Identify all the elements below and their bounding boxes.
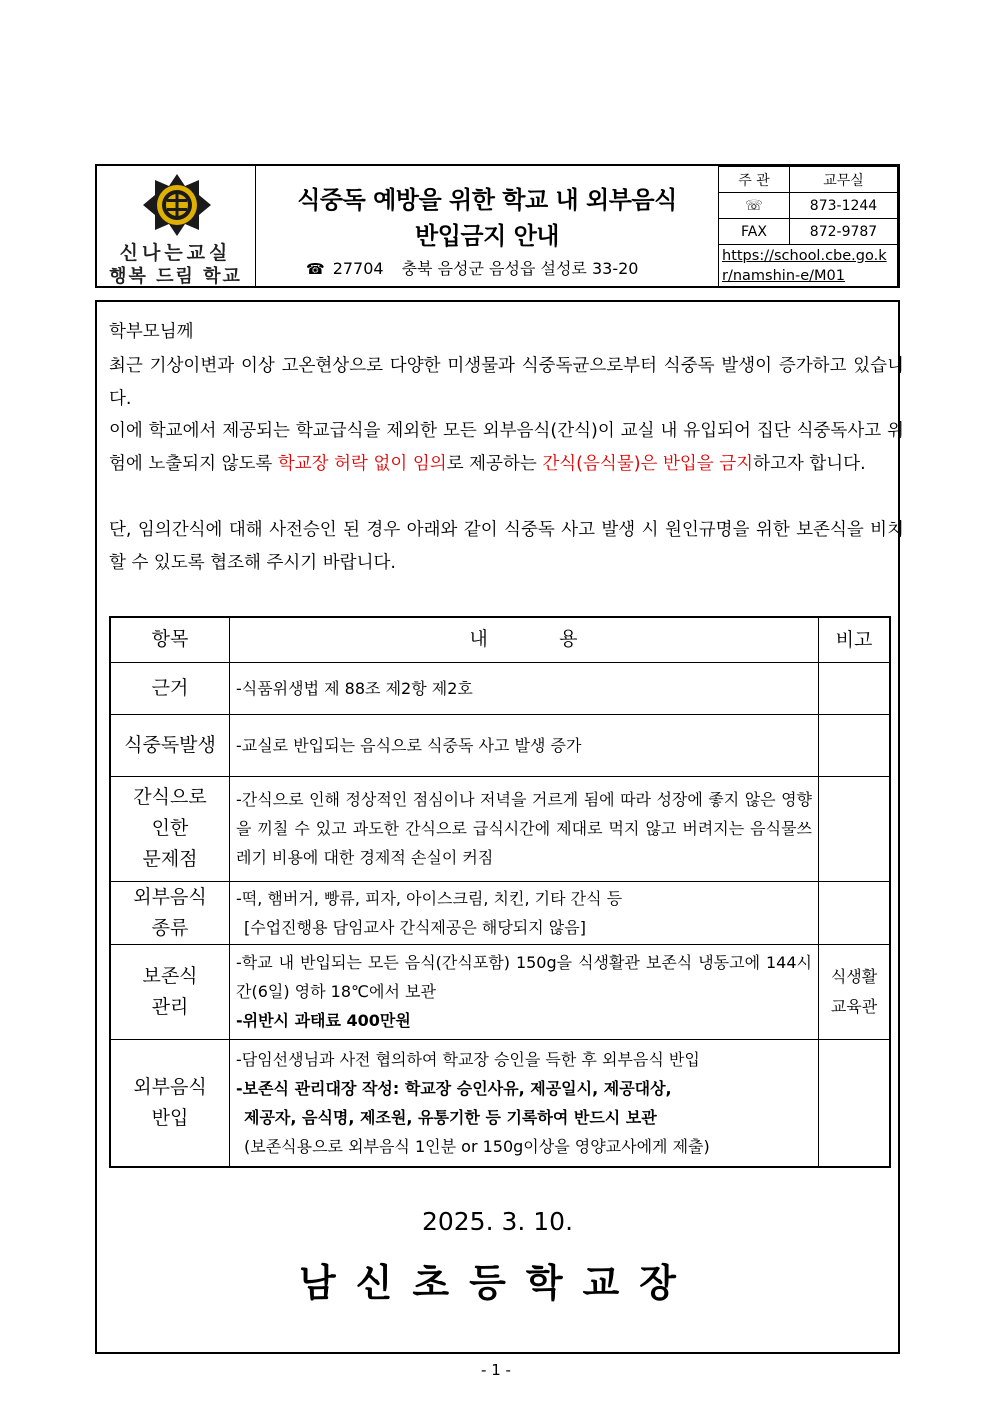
row-content-line: -보존식 관리대장 작성: 학교장 승인사유, 제공일시, 제공대상, bbox=[236, 1078, 672, 1098]
fax-label: FAX bbox=[719, 219, 790, 245]
dept-label: 주 관 bbox=[719, 167, 790, 193]
header-note: 비고 bbox=[819, 617, 891, 662]
header-item: 항목 bbox=[110, 617, 230, 662]
row-note bbox=[819, 662, 891, 714]
address-text: 충북 음성군 음성읍 설성로 33-20 bbox=[401, 259, 639, 278]
row-note bbox=[819, 714, 891, 776]
principal-signature: 남신초등학교장 bbox=[299, 1261, 696, 1305]
row-content: -교실로 반입되는 음식으로 식중독 사고 발생 증가 bbox=[230, 714, 819, 776]
paragraph-2-highlight-2: 간식(음식물)은 반입을 금지 bbox=[542, 454, 754, 474]
telephone-icon: ☎ bbox=[306, 260, 325, 278]
paragraph-1: 최근 기상이변과 이상 고온현상으로 다양한 미생물과 식중독균으로부터 식중독 발생이 증가하고 있습니다. bbox=[109, 356, 904, 409]
paragraph-2-text-c: 하고자 합니다. bbox=[753, 454, 866, 474]
school-emblem-icon bbox=[141, 172, 213, 238]
row-item-line: 종류 bbox=[151, 916, 189, 939]
row-content-line: (보존식용으로 외부음식 1인분 or 150g이상을 영양교사에게 제출) bbox=[244, 1136, 710, 1156]
row-content-line: [수업진행용 담임교사 간식제공은 해당되지 않음] bbox=[244, 917, 586, 937]
phone-number: 873-1244 bbox=[790, 193, 898, 219]
table-row bbox=[110, 881, 890, 944]
phone-icon: ☏ bbox=[719, 193, 790, 219]
document-date: 2025. 3. 10. bbox=[421, 1207, 574, 1236]
guidelines-table bbox=[109, 616, 891, 1168]
row-content: -간식으로 인해 정상적인 점심이나 저녁을 거르게 됨에 따라 성장에 좋지 않은 영향을 끼칠 수 있고 과도한 간식으로 급식시간에 제대로 먹지 않고 버려지는 음식물쓰레기 비용에 대한 경제적 손실이 커짐 bbox=[230, 776, 819, 881]
row-note-line: 식생활 bbox=[830, 966, 878, 986]
title-cell bbox=[256, 166, 718, 286]
table-row bbox=[110, 776, 890, 881]
row-item-line: 외부음식 bbox=[133, 885, 207, 908]
row-content-line: -담임선생님과 사전 협의하여 학교장 승인을 득한 후 외부음식 반입 bbox=[236, 1049, 700, 1069]
row-item bbox=[110, 1039, 230, 1167]
paragraph-2-text-a: 이에 학교에서 제공되는 학교급식을 제외한 모든 외부음식(간식)이 교실 내 유입되어 집단 식중독사고 위험에 노출되지 않도록 bbox=[109, 421, 904, 474]
row-content-line: 제공자, 음식명, 제조원, 유통기한 등 기록하여 반드시 보관 bbox=[244, 1107, 657, 1127]
dept-value: 교무실 bbox=[790, 167, 898, 193]
row-item bbox=[110, 881, 230, 944]
row-note bbox=[819, 776, 891, 881]
table-row bbox=[110, 714, 890, 776]
school-website-cell bbox=[719, 245, 898, 287]
row-note bbox=[819, 1039, 891, 1167]
header-content: 내 용 bbox=[230, 617, 819, 662]
school-website-link[interactable]: https://school.cbe.go.kr/namshin-e/M01 bbox=[722, 247, 887, 284]
table-header-row bbox=[110, 617, 890, 662]
row-note bbox=[819, 944, 891, 1039]
row-note-line: 교육관 bbox=[830, 996, 878, 1016]
row-note bbox=[819, 881, 891, 944]
document-header bbox=[95, 164, 900, 288]
paragraph-2-highlight-1: 학교장 허락 없이 임의 bbox=[277, 454, 447, 474]
school-logo-cell bbox=[97, 166, 256, 286]
row-item: 근거 bbox=[110, 662, 230, 714]
table-row bbox=[110, 1039, 890, 1167]
row-item-line: 인한 bbox=[151, 817, 189, 839]
row-content: -식품위생법 제 88조 제2항 제2호 bbox=[230, 662, 819, 714]
row-content-line: -위반시 과태료 400만원 bbox=[236, 1011, 411, 1030]
table-row bbox=[110, 662, 890, 714]
row-content-line: -학교 내 반입되는 모든 음식(간식포함) 150g을 식생활관 보존식 냉동고에 144시간(6일) 영하 18℃에서 보관 bbox=[236, 953, 812, 1001]
paragraph-2 bbox=[101, 415, 904, 481]
row-content-line: -떡, 햄버거, 빵류, 피자, 아이스크림, 치킨, 기타 간식 등 bbox=[236, 888, 623, 908]
row-content bbox=[230, 1039, 819, 1167]
row-item bbox=[110, 776, 230, 881]
row-item bbox=[110, 944, 230, 1039]
row-content bbox=[230, 944, 819, 1039]
document-title-line2: 반입금지 안내 bbox=[415, 222, 559, 250]
zip-code: 27704 bbox=[332, 259, 384, 278]
slogan-line2: 행복 드림 학교 bbox=[109, 266, 242, 287]
row-content bbox=[230, 881, 819, 944]
row-item-line: 반입 bbox=[151, 1106, 189, 1129]
fax-number: 872-9787 bbox=[790, 219, 898, 245]
row-item-line: 문제점 bbox=[142, 848, 198, 870]
row-item: 식중독발생 bbox=[110, 714, 230, 776]
row-item-line: 보존식 bbox=[142, 964, 198, 987]
paragraph-2-text-b: 로 제공하는 bbox=[446, 454, 543, 474]
table-row bbox=[110, 944, 890, 1039]
document-title-line1: 식중독 예방을 위한 학교 내 외부음식 bbox=[297, 186, 677, 214]
row-item-line: 간식으로 bbox=[133, 786, 207, 808]
page-number: - 1 - bbox=[481, 1361, 511, 1379]
slogan-line1: 신나는교실 bbox=[119, 242, 232, 264]
greeting: 학부모님께 bbox=[109, 322, 194, 342]
school-address bbox=[306, 256, 638, 279]
paragraph-3: 단, 임의간식에 대해 사전승인 된 경우 아래와 같이 식중독 사고 발생 시 원인규명을 위한 보존식을 비치할 수 있도록 협조해 주시기 바랍니다. bbox=[109, 520, 904, 573]
row-item-line: 관리 bbox=[151, 995, 189, 1018]
document-body bbox=[95, 300, 904, 1354]
contact-info-table bbox=[718, 166, 898, 287]
row-item-line: 외부음식 bbox=[133, 1075, 207, 1098]
